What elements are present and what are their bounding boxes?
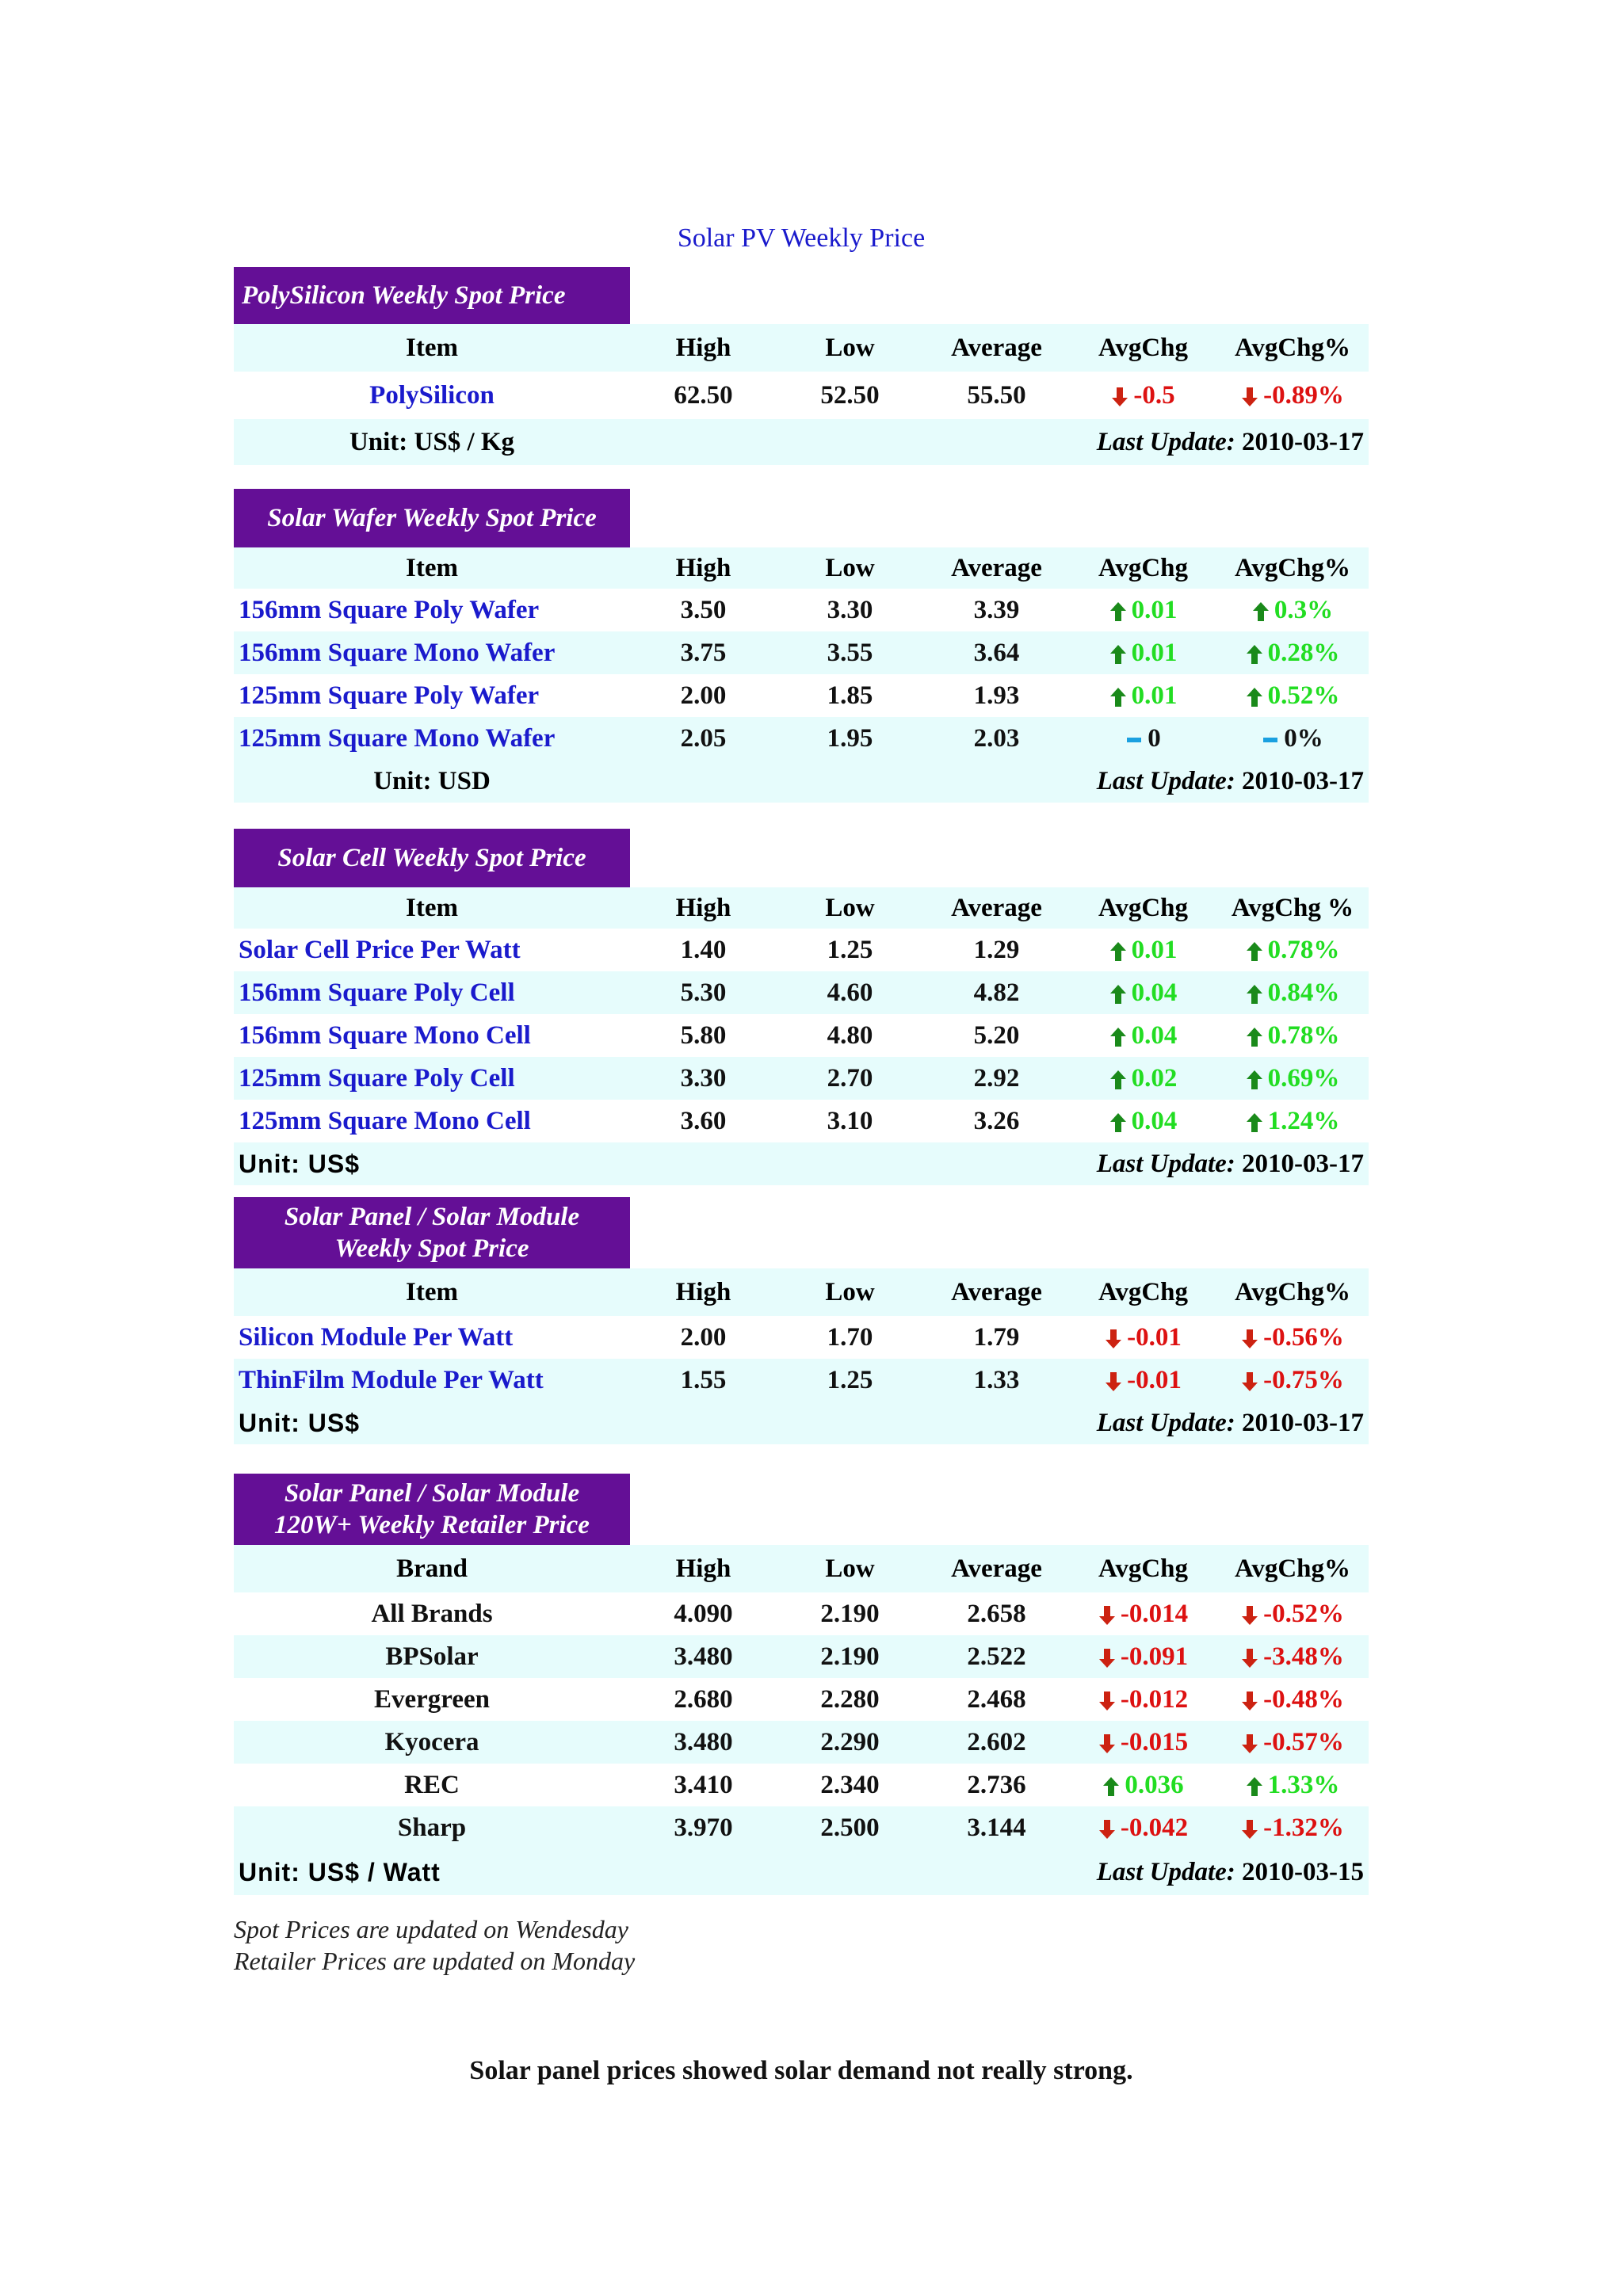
row-high: 3.75 <box>680 638 727 667</box>
row-avgchg-pct-value: 0.28% <box>1267 638 1340 667</box>
down-arrow-icon <box>1105 1329 1122 1349</box>
row-avgchg <box>1070 1366 1216 1395</box>
row-low: 3.10 <box>827 1106 873 1135</box>
row-high: 3.410 <box>674 1770 733 1799</box>
row-item[interactable]: 125mm Square Poly Wafer <box>239 681 540 710</box>
col-avgchg-pct: AvgChg% <box>1234 553 1351 582</box>
row-high: 3.50 <box>680 595 727 624</box>
last-update <box>1097 1150 1369 1179</box>
down-arrow-icon <box>1241 387 1258 407</box>
row-high: 2.00 <box>680 681 727 710</box>
col-avgchg: AvgChg <box>1098 333 1189 362</box>
module-unit-row <box>234 1402 1369 1444</box>
last-update-label: Last Update: <box>1096 1149 1235 1178</box>
row-avgchg-pct-value: -3.48% <box>1263 1642 1344 1671</box>
col-item: Item <box>406 553 458 582</box>
note-spot: Spot Prices are updated on Wendesday <box>234 1915 628 1943</box>
row-avgchg <box>1070 639 1216 668</box>
row-avgchg-value: 0.04 <box>1131 1106 1178 1135</box>
row-low: 1.85 <box>827 681 873 710</box>
col-low: Low <box>825 553 875 582</box>
last-update-date: 2010-03-15 <box>1242 1857 1364 1886</box>
up-arrow-icon <box>1246 984 1263 1005</box>
col-low: Low <box>825 893 875 922</box>
row-avgchg-value: 0.036 <box>1125 1770 1184 1799</box>
col-average: Average <box>951 1277 1042 1306</box>
table-row <box>234 1806 1369 1849</box>
retail-unit-row <box>234 1849 1369 1895</box>
up-arrow-icon <box>1109 1112 1127 1133</box>
row-avgchg-value: -0.015 <box>1120 1727 1189 1756</box>
row-low: 1.95 <box>827 723 873 753</box>
down-arrow-icon <box>1241 1819 1258 1840</box>
row-low: 2.500 <box>820 1813 880 1842</box>
col-low: Low <box>825 1277 875 1306</box>
row-avgchg-value: -0.012 <box>1120 1684 1189 1714</box>
row-avgchg-pct <box>1216 1771 1369 1800</box>
row-avgchg-pct <box>1216 1728 1369 1757</box>
col-item: Item <box>406 893 458 922</box>
row-avgchg-value: 0 <box>1148 723 1161 753</box>
row-avgchg <box>1070 1600 1216 1629</box>
last-update-date: 2010-03-17 <box>1242 427 1364 456</box>
row-avgchg-pct <box>1216 978 1369 1008</box>
row-average: 55.50 <box>967 380 1026 410</box>
dash-icon <box>1262 736 1279 744</box>
row-low: 4.80 <box>827 1020 873 1050</box>
row-avgchg <box>1070 1771 1216 1800</box>
row-item[interactable]: 125mm Square Poly Cell <box>239 1063 515 1093</box>
unit-label: Unit: USD <box>373 766 491 795</box>
row-high: 62.50 <box>674 380 733 410</box>
col-average: Average <box>951 333 1042 362</box>
retail-rows <box>234 1592 1369 1849</box>
table-row <box>234 1316 1369 1359</box>
cell-unit-row <box>234 1142 1369 1185</box>
row-avgchg-pct-value: -0.56% <box>1263 1322 1344 1352</box>
down-arrow-icon <box>1098 1648 1116 1669</box>
down-arrow-icon <box>1241 1691 1258 1711</box>
col-avgchg: AvgChg <box>1098 1277 1189 1306</box>
row-average: 2.658 <box>967 1599 1026 1628</box>
row-avgchg-pct <box>1216 381 1369 410</box>
row-average: 3.39 <box>973 595 1020 624</box>
table-row <box>234 674 1369 717</box>
cell-rows <box>234 929 1369 1142</box>
table-row <box>234 589 1369 631</box>
up-arrow-icon <box>1252 601 1270 622</box>
row-low: 1.70 <box>827 1322 873 1352</box>
row-avgchg-pct <box>1216 1600 1369 1629</box>
row-low: 3.30 <box>827 595 873 624</box>
col-item: Item <box>406 1277 458 1306</box>
dash-icon <box>1125 736 1143 744</box>
row-avgchg-pct <box>1216 1685 1369 1714</box>
up-arrow-icon <box>1109 1027 1127 1047</box>
row-avgchg-value: -0.5 <box>1133 380 1175 410</box>
row-avgchg <box>1070 1685 1216 1714</box>
up-arrow-icon <box>1246 1112 1263 1133</box>
up-arrow-icon <box>1246 1776 1263 1797</box>
row-average: 4.82 <box>973 978 1020 1007</box>
row-average: 2.03 <box>973 723 1020 753</box>
row-avgchg <box>1070 1728 1216 1757</box>
row-avgchg <box>1070 681 1216 711</box>
up-arrow-icon <box>1246 687 1263 707</box>
table-row <box>234 1100 1369 1142</box>
row-average: 1.29 <box>973 935 1020 964</box>
row-avgchg-pct-value: 0.78% <box>1267 1020 1340 1050</box>
unit-label: Unit: US$ <box>239 1149 360 1178</box>
last-update <box>1097 428 1369 457</box>
col-average: Average <box>951 1554 1042 1583</box>
up-arrow-icon <box>1109 1070 1127 1090</box>
row-avgchg-value: 0.01 <box>1131 681 1178 710</box>
row-avgchg-pct <box>1216 596 1369 625</box>
down-arrow-icon <box>1241 1329 1258 1349</box>
down-arrow-icon <box>1241 1371 1258 1392</box>
up-arrow-icon <box>1246 644 1263 665</box>
row-avgchg <box>1070 381 1216 410</box>
row-low: 2.70 <box>827 1063 873 1093</box>
module-header-line1: Solar Panel / Solar Module <box>284 1203 580 1231</box>
up-arrow-icon <box>1102 1776 1120 1797</box>
table-row <box>234 1721 1369 1764</box>
down-arrow-icon <box>1241 1648 1258 1669</box>
row-avgchg-value: -0.014 <box>1120 1599 1189 1628</box>
row-low: 52.50 <box>820 380 880 410</box>
row-avgchg-pct-value: 0.3% <box>1274 595 1334 624</box>
col-high: High <box>675 553 731 582</box>
row-avgchg <box>1070 936 1216 965</box>
col-item: Item <box>406 333 458 362</box>
module-column-headers <box>234 1268 1369 1316</box>
col-avgchg-pct: AvgChg% <box>1234 1554 1351 1583</box>
table-row <box>234 717 1369 760</box>
row-avgchg-value: -0.091 <box>1120 1642 1189 1671</box>
row-item[interactable]: 156mm Square Mono Wafer <box>239 638 556 667</box>
col-avgchg: AvgChg <box>1098 1554 1189 1583</box>
last-update-label: Last Update: <box>1096 427 1235 456</box>
col-average: Average <box>951 893 1042 922</box>
row-item[interactable]: Silicon Module Per Watt <box>239 1322 514 1352</box>
down-arrow-icon <box>1241 1733 1258 1754</box>
row-avgchg-pct-value: -0.89% <box>1263 380 1344 410</box>
polysilicon-rows <box>234 372 1369 419</box>
row-avgchg <box>1070 1323 1216 1352</box>
wafer-rows <box>234 589 1369 760</box>
down-arrow-icon <box>1098 1733 1116 1754</box>
row-avgchg-value: 0.02 <box>1131 1063 1178 1093</box>
down-arrow-icon <box>1111 387 1128 407</box>
table-row <box>234 631 1369 674</box>
up-arrow-icon <box>1109 644 1127 665</box>
last-update <box>1097 1858 1369 1887</box>
up-arrow-icon <box>1109 984 1127 1005</box>
table-row <box>234 971 1369 1014</box>
row-high: 2.680 <box>674 1684 733 1714</box>
last-update-label: Last Update: <box>1096 1408 1235 1437</box>
row-average: 1.33 <box>973 1365 1020 1394</box>
row-avgchg-pct-value: 0.78% <box>1267 935 1340 964</box>
unit-label: Unit: US$ <box>239 1408 360 1437</box>
row-avgchg-pct <box>1216 1323 1369 1352</box>
row-avgchg-pct-value: 0.69% <box>1267 1063 1340 1093</box>
last-update-label: Last Update: <box>1096 1857 1235 1886</box>
row-avgchg <box>1070 1021 1216 1051</box>
down-arrow-icon <box>1098 1605 1116 1626</box>
col-high: High <box>675 1277 731 1306</box>
row-average: 3.26 <box>973 1106 1020 1135</box>
page-title: Solar PV Weekly Price <box>677 223 926 253</box>
row-average: 1.93 <box>973 681 1020 710</box>
row-avgchg-pct-value: -0.52% <box>1263 1599 1344 1628</box>
row-avgchg-value: -0.01 <box>1127 1322 1182 1352</box>
row-avgchg-value: 0.04 <box>1131 1020 1178 1050</box>
row-low: 1.25 <box>827 935 873 964</box>
row-average: 2.522 <box>967 1642 1026 1671</box>
row-avgchg <box>1070 978 1216 1008</box>
down-arrow-icon <box>1105 1371 1122 1392</box>
col-high: High <box>675 1554 731 1583</box>
down-arrow-icon <box>1241 1605 1258 1626</box>
polysilicon-header: PolySilicon Weekly Spot Price <box>234 267 630 324</box>
table-row <box>234 372 1369 419</box>
row-item[interactable]: 156mm Square Poly Cell <box>239 978 515 1007</box>
row-average: 2.92 <box>973 1063 1020 1093</box>
row-item[interactable]: 156mm Square Mono Cell <box>239 1020 531 1050</box>
up-arrow-icon <box>1109 601 1127 622</box>
row-low: 2.280 <box>820 1684 880 1714</box>
note-retail: Retailer Prices are updated on Monday <box>234 1947 636 1975</box>
unit-label: Unit: US$ / Watt <box>239 1857 441 1886</box>
wafer-header: Solar Wafer Weekly Spot Price <box>234 489 630 547</box>
row-low: 4.60 <box>827 978 873 1007</box>
row-avgchg-pct-value: -1.32% <box>1263 1813 1344 1842</box>
row-high: 1.55 <box>680 1365 727 1394</box>
row-avgchg-pct-value: 1.33% <box>1267 1770 1340 1799</box>
wafer-section <box>234 489 1369 803</box>
row-item: REC <box>404 1770 460 1799</box>
retail-column-headers <box>234 1545 1369 1592</box>
row-avgchg <box>1070 596 1216 625</box>
row-avgchg <box>1070 724 1216 753</box>
footer-summary: Solar panel prices showed solar demand not really strong. <box>469 2056 1133 2085</box>
row-avgchg-pct-value: 0.84% <box>1267 978 1340 1007</box>
row-avgchg <box>1070 1064 1216 1093</box>
row-item[interactable]: 125mm Square Mono Wafer <box>239 723 556 753</box>
row-avgchg-pct-value: -0.75% <box>1263 1365 1344 1394</box>
row-item[interactable]: 125mm Square Mono Cell <box>239 1106 531 1135</box>
col-avgchg-pct: AvgChg % <box>1231 893 1354 922</box>
last-update-label: Last Update: <box>1096 766 1235 795</box>
table-row <box>234 1057 1369 1100</box>
last-update <box>1097 767 1369 796</box>
module-rows <box>234 1316 1369 1402</box>
up-arrow-icon <box>1246 941 1263 962</box>
row-avgchg-pct <box>1216 1107 1369 1136</box>
table-row <box>234 1014 1369 1057</box>
wafer-unit-row <box>234 760 1369 803</box>
row-avgchg-value: 0.01 <box>1131 638 1178 667</box>
polysilicon-unit-row <box>234 419 1369 465</box>
down-arrow-icon <box>1098 1819 1116 1840</box>
row-high: 2.05 <box>680 723 727 753</box>
row-avgchg-value: -0.042 <box>1120 1813 1189 1842</box>
row-low: 3.55 <box>827 638 873 667</box>
last-update <box>1097 1409 1369 1438</box>
retail-section <box>234 1474 1369 1895</box>
row-low: 1.25 <box>827 1365 873 1394</box>
row-low: 2.340 <box>820 1770 880 1799</box>
row-avgchg-pct <box>1216 936 1369 965</box>
row-item: Sharp <box>397 1813 467 1842</box>
row-avgchg-pct-value: 0.52% <box>1267 681 1340 710</box>
col-avgchg: AvgChg <box>1098 553 1189 582</box>
up-arrow-icon <box>1109 941 1127 962</box>
row-avgchg-pct <box>1216 1642 1369 1672</box>
row-avgchg-pct-value: 1.24% <box>1267 1106 1340 1135</box>
row-avgchg-pct <box>1216 1021 1369 1051</box>
row-average: 3.144 <box>967 1813 1026 1842</box>
col-brand: Brand <box>396 1554 468 1583</box>
last-update-date: 2010-03-17 <box>1242 766 1364 795</box>
row-average: 2.602 <box>967 1727 1026 1756</box>
row-high: 3.480 <box>674 1642 733 1671</box>
cell-section <box>234 829 1369 1185</box>
row-avgchg-pct <box>1216 1814 1369 1843</box>
row-average: 2.468 <box>967 1684 1026 1714</box>
row-low: 2.290 <box>820 1727 880 1756</box>
row-average: 3.64 <box>973 638 1020 667</box>
table-row <box>234 1359 1369 1402</box>
table-row <box>234 1678 1369 1721</box>
row-high: 5.80 <box>680 1020 727 1050</box>
col-avgchg-pct: AvgChg% <box>1234 333 1351 362</box>
last-update-date: 2010-03-17 <box>1242 1408 1364 1437</box>
row-item: Evergreen <box>373 1684 490 1714</box>
row-high: 4.090 <box>674 1599 733 1628</box>
col-high: High <box>675 333 731 362</box>
row-avgchg <box>1070 1642 1216 1672</box>
module-section <box>234 1197 1369 1444</box>
row-average: 5.20 <box>973 1020 1020 1050</box>
cell-column-headers <box>234 887 1369 929</box>
row-high: 5.30 <box>680 978 727 1007</box>
row-high: 3.970 <box>674 1813 733 1842</box>
col-low: Low <box>825 1554 875 1583</box>
row-avgchg-pct <box>1216 681 1369 711</box>
col-average: Average <box>951 553 1042 582</box>
col-high: High <box>675 893 731 922</box>
unit-label: Unit: US$ / Kg <box>349 427 515 456</box>
row-avgchg-value: 0.01 <box>1131 595 1178 624</box>
table-row <box>234 1764 1369 1806</box>
table-row <box>234 929 1369 971</box>
row-avgchg-pct <box>1216 1064 1369 1093</box>
row-avgchg-pct-value: -0.48% <box>1263 1684 1344 1714</box>
module-header <box>234 1197 630 1268</box>
col-avgchg-pct: AvgChg% <box>1234 1277 1351 1306</box>
up-arrow-icon <box>1109 687 1127 707</box>
row-avgchg <box>1070 1107 1216 1136</box>
row-high: 3.480 <box>674 1727 733 1756</box>
row-avgchg-pct <box>1216 1366 1369 1395</box>
row-avgchg-pct-value: -0.57% <box>1263 1727 1344 1756</box>
col-avgchg: AvgChg <box>1098 893 1189 922</box>
row-avgchg-pct <box>1216 724 1369 753</box>
row-item: BPSolar <box>385 1642 479 1671</box>
row-average: 1.79 <box>973 1322 1020 1352</box>
row-high: 3.60 <box>680 1106 727 1135</box>
row-avgchg-pct-value: 0% <box>1284 723 1323 753</box>
row-item: All Brands <box>371 1599 493 1628</box>
last-update-date: 2010-03-17 <box>1242 1149 1364 1178</box>
row-high: 3.30 <box>680 1063 727 1093</box>
row-item[interactable]: Solar Cell Price Per Watt <box>239 935 521 964</box>
cell-header: Solar Cell Weekly Spot Price <box>234 829 630 887</box>
row-high: 1.40 <box>680 935 727 964</box>
polysilicon-section <box>234 267 1369 465</box>
module-header-line2: Weekly Spot Price <box>334 1234 529 1263</box>
row-item[interactable]: PolySilicon <box>369 380 495 410</box>
retail-header <box>234 1474 630 1545</box>
down-arrow-icon <box>1098 1691 1116 1711</box>
row-item[interactable]: ThinFilm Module Per Watt <box>239 1365 544 1394</box>
row-avgchg-value: -0.01 <box>1127 1365 1182 1394</box>
up-arrow-icon <box>1246 1070 1263 1090</box>
row-avgchg-pct <box>1216 639 1369 668</box>
row-low: 2.190 <box>820 1599 880 1628</box>
col-low: Low <box>825 333 875 362</box>
table-row <box>234 1635 1369 1678</box>
row-average: 2.736 <box>967 1770 1026 1799</box>
row-item: Kyocera <box>384 1727 479 1756</box>
polysilicon-column-headers <box>234 324 1369 372</box>
table-row <box>234 1592 1369 1635</box>
row-avgchg <box>1070 1814 1216 1843</box>
row-avgchg-value: 0.01 <box>1131 935 1178 964</box>
retail-header-line2: 120W+ Weekly Retailer Price <box>274 1511 590 1539</box>
retail-header-line1: Solar Panel / Solar Module <box>284 1479 580 1508</box>
row-high: 2.00 <box>680 1322 727 1352</box>
row-low: 2.190 <box>820 1642 880 1671</box>
wafer-column-headers <box>234 547 1369 589</box>
row-item[interactable]: 156mm Square Poly Wafer <box>239 595 540 624</box>
up-arrow-icon <box>1246 1027 1263 1047</box>
row-avgchg-value: 0.04 <box>1131 978 1178 1007</box>
